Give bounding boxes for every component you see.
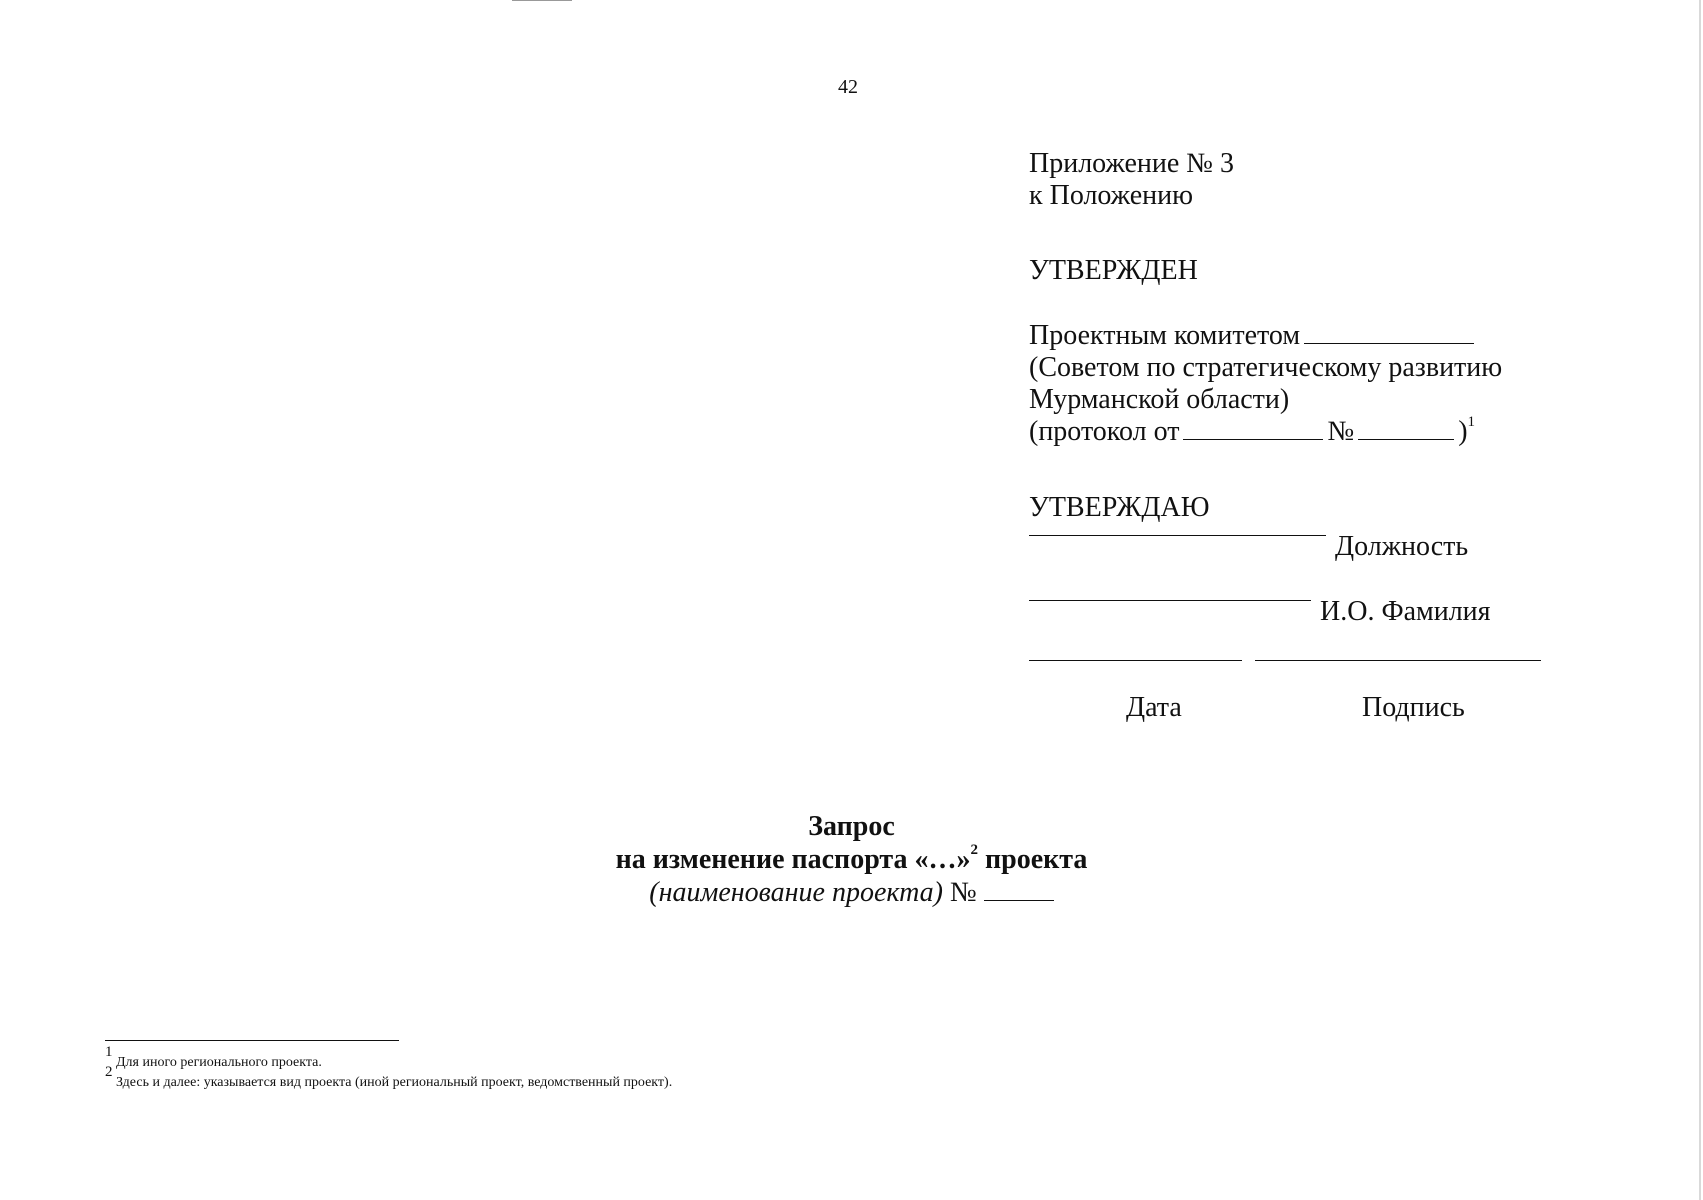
title-line-1: Запрос: [808, 811, 895, 842]
footnote-1-ref: 1: [105, 1044, 113, 1061]
footnote-1: [105, 1044, 322, 1072]
position-blank: [1029, 535, 1326, 536]
committee-label: Проектным комитетом: [1029, 320, 1301, 351]
committee-blank: [1304, 321, 1474, 344]
title-number-blank: [984, 878, 1054, 901]
title-line-2: [0, 843, 1703, 876]
approved-committee-block: [1029, 320, 1549, 448]
appendix-block: [1029, 148, 1549, 212]
footnote-1-text: Для иного регионального проекта.: [112, 1055, 322, 1070]
document-title: [0, 810, 1703, 909]
protocol-number-sign: №: [1327, 416, 1355, 447]
approved-heading-block: [1029, 255, 1549, 287]
protocol-suffix: ): [1458, 416, 1468, 447]
footnote-2-ref: 2: [105, 1064, 113, 1081]
region-line: Мурманской области): [1029, 384, 1290, 415]
name-label: И.О. Фамилия: [1320, 596, 1491, 627]
approve-heading-block: [1029, 492, 1549, 524]
appendix-line-2: к Положению: [1029, 180, 1194, 211]
right-scan-edge: [1699, 0, 1701, 1200]
footnote-2-text: Здесь и далее: указывается вид проекта (иной региональный проект, ведомственный проект).: [112, 1075, 673, 1090]
page-number: 42: [838, 76, 858, 98]
title-line-3: [0, 876, 1703, 909]
name-blank: [1029, 600, 1311, 601]
project-name-placeholder: (наименование проекта): [649, 877, 943, 908]
approve-heading: УТВЕРЖДАЮ: [1029, 492, 1210, 523]
top-scan-mark: [512, 0, 572, 1]
footnote-ref-2: 2: [970, 841, 978, 858]
protocol-prefix: (протокол от: [1029, 416, 1180, 447]
title-line-2-suffix: проекта: [978, 844, 1088, 875]
protocol-number-blank: [1358, 417, 1454, 440]
footnote-2: [105, 1064, 673, 1092]
title-line-2-prefix: на изменение паспорта «…»: [615, 844, 971, 875]
council-line: (Советом по стратегическому развитию: [1029, 352, 1503, 383]
committee-line: [1029, 320, 1549, 352]
title-number-sign: №: [943, 877, 984, 908]
protocol-line: [1029, 413, 1549, 448]
footnote-ref-1: 1: [1467, 413, 1476, 430]
date-blank: [1029, 660, 1242, 661]
signature-blank: [1255, 660, 1541, 661]
appendix-line-1: Приложение № 3: [1029, 148, 1234, 179]
footnote-separator: [105, 1040, 399, 1041]
position-label: Должность: [1335, 531, 1469, 562]
date-label: Дата: [1126, 692, 1182, 723]
signature-label: Подпись: [1362, 692, 1465, 723]
protocol-date-blank: [1183, 417, 1323, 440]
approved-heading: УТВЕРЖДЕН: [1029, 255, 1198, 286]
